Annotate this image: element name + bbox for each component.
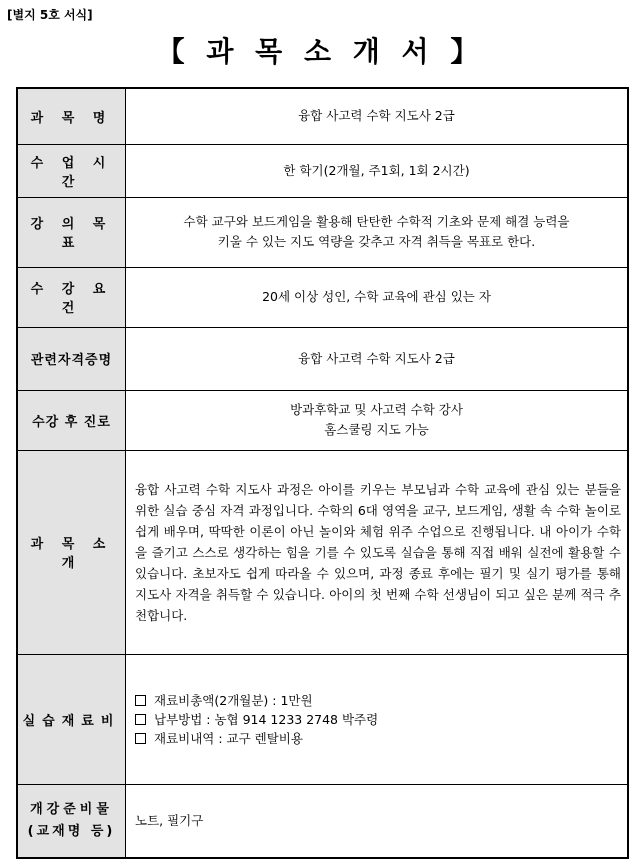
career-line-2: 홈스쿨링 지도 가능 xyxy=(324,422,429,437)
checkbox-icon xyxy=(135,733,146,744)
table-row xyxy=(17,267,628,327)
preparation-value: 노트, 필기구 xyxy=(126,784,629,858)
material-fee-label: 실습재료비 xyxy=(17,654,126,784)
material-fee-item: 납부방법 : 농협 914 1233 2748 박주령 xyxy=(135,710,618,729)
material-fee-item: 재료비내역 : 교구 렌탈비용 xyxy=(135,729,618,748)
certificate-label: 관련자격증명 xyxy=(17,327,126,390)
table-row xyxy=(17,88,628,144)
career-value xyxy=(126,390,629,450)
material-fee-item: 재료비총액(2개월분) : 1만원 xyxy=(135,691,618,710)
introduction-value xyxy=(126,450,629,654)
table-row xyxy=(17,450,628,654)
certificate-value: 융합 사고력 수학 지도사 2급 xyxy=(126,327,629,390)
career-label: 수강 후 진로 xyxy=(17,390,126,450)
table-row xyxy=(17,327,628,390)
course-name-label: 과 목 명 xyxy=(17,88,126,144)
table-row xyxy=(17,654,628,784)
preparation-label-line-2: (교재명 등) xyxy=(27,823,116,839)
objective-value xyxy=(126,197,629,267)
career-line-1: 방과후학교 및 사고력 수학 강사 xyxy=(290,402,463,417)
requirement-label: 수 강 요 건 xyxy=(17,267,126,327)
table-row xyxy=(17,197,628,267)
material-fee-value xyxy=(126,654,629,784)
introduction-text: 융합 사고력 수학 지도사 과정은 아이를 키우는 부모님과 수학 교육에 관심 있는 분들을 위한 실습 중심 자격 과정입니다. 수학의 6대 영역을 교구, 보드게임, 생활 속 수학 놀이로 쉽게 배우며, 딱딱한 이론이 아닌 놀이와 체험 위주 수업으로 진행됩니다. 내 아이가 수학을 즐기고 스스로 생각하는 힘을 기를 수 있도록 실습을 통해 직접 배워 실전에 활용할 수 있습니다. 초보자도 쉽게 따라올 수 있으며, 과정 종료 후에는 필기 및 실기 평가를 통해 지도사 자격을 취득할 수 있습니다. 아이의 첫 번째 수학 선생님이 되고 싶은 분께 적극 추천합니다. xyxy=(135,481,621,623)
course-info-table xyxy=(16,87,629,859)
objective-line-1: 수학 교구와 보드게임을 활용해 탄탄한 수학적 기초와 문제 해결 능력을 xyxy=(183,214,570,229)
checkbox-icon xyxy=(135,695,146,706)
page-title: 【 과 목 소 개 서 】 xyxy=(156,35,485,68)
objective-label: 강 의 목 표 xyxy=(17,197,126,267)
form-number-tag: [별지 5호 서식] xyxy=(7,8,93,22)
table-row xyxy=(17,784,628,858)
course-name-value: 융합 사고력 수학 지도사 2급 xyxy=(126,88,629,144)
preparation-label xyxy=(17,784,126,858)
preparation-label-line-1: 개강준비물 xyxy=(30,801,113,817)
class-time-value: 한 학기(2개월, 주1회, 1회 2시간) xyxy=(126,144,629,197)
checkbox-icon xyxy=(135,714,146,725)
objective-line-2: 키울 수 있는 지도 역량을 갖추고 자격 취득을 목표로 한다. xyxy=(217,234,536,249)
requirement-value: 20세 이상 성인, 수학 교육에 관심 있는 자 xyxy=(126,267,629,327)
table-row xyxy=(17,390,628,450)
introduction-label: 과 목 소 개 xyxy=(17,450,126,654)
table-row xyxy=(17,144,628,197)
class-time-label: 수 업 시 간 xyxy=(17,144,126,197)
